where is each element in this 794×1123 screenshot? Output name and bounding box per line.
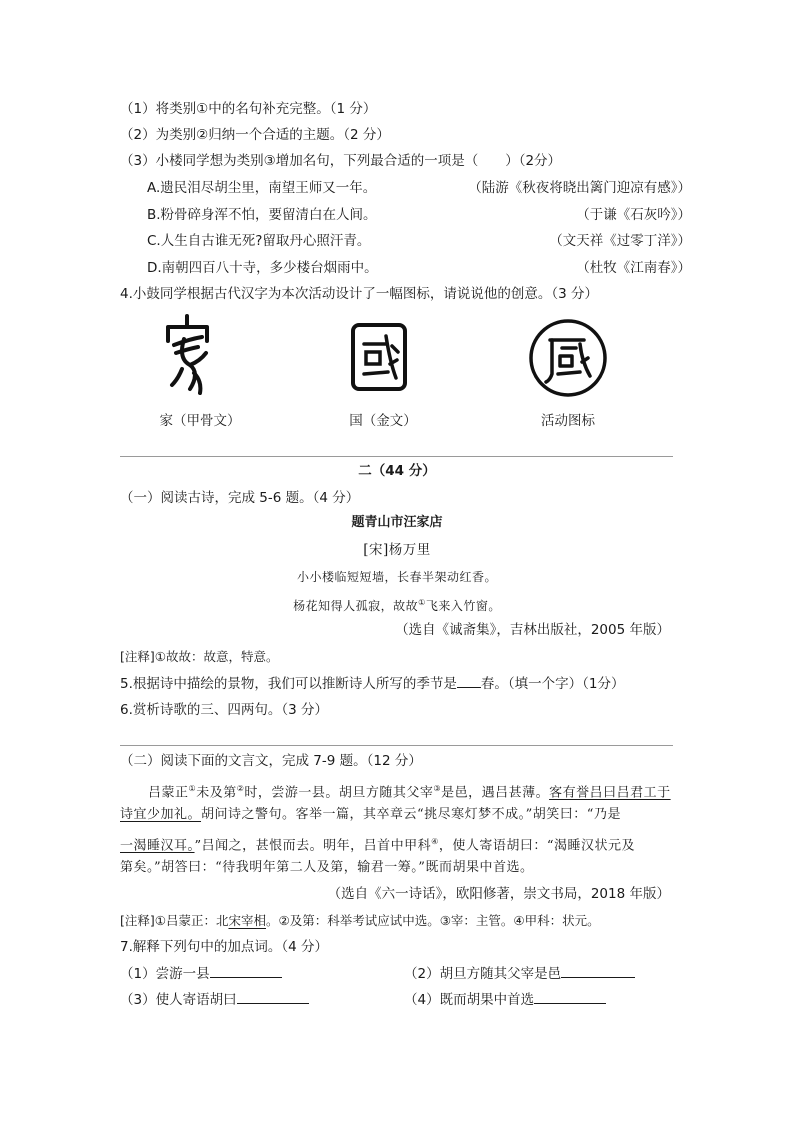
classical-source: （选自《六一诗话》，欧阳修著，崇文书局，2018 年版） [327, 886, 670, 902]
option-d: D.南朝四百八十寺，多少楼台烟雨中。 [147, 260, 378, 276]
q7-item-4: （4）既而胡果中首选 [404, 991, 606, 1009]
option-c: C.人生自古谁无死?留取丹心照汗青。 [147, 233, 371, 249]
poem-title: 题青山市汪家店 [351, 515, 443, 530]
part1-heading: （一）阅读古诗，完成 5-6 题。（4 分） [120, 490, 360, 506]
activity-emblem-icon [528, 318, 608, 398]
classical-text-line-1: 吕蒙正①未及第②时，尝游一县。胡旦方随其父宰③是邑，遇吕甚薄。客有誉吕曰吕君工于 [148, 784, 671, 801]
q7-item-2: （2）胡旦方随其父宰是邑 [404, 965, 635, 983]
poem-author: [宋]杨万里 [363, 542, 431, 558]
caption-guo: 国（金文） [349, 413, 417, 429]
part-divider [120, 745, 673, 746]
q7-4-answer-blank[interactable] [534, 1003, 606, 1004]
classical-text-line-4: 第矣。”胡答曰：“待我明年第二人及第，输君一筹。”既而胡果中首选。 [120, 860, 534, 875]
classical-text-line-2: 诗宜少加礼。胡问诗之警句。客举一篇，其卒章云“挑尽寒灯梦不成。”胡笑曰：“乃是 [120, 807, 621, 822]
q7-2-answer-blank[interactable] [561, 977, 635, 978]
option-a-source: （陆游《秋夜将晓出篱门迎凉有感》） [468, 180, 691, 196]
question-6: 6.赏析诗歌的三、四两句。（3 分） [120, 702, 329, 718]
section-divider [120, 456, 673, 457]
option-a: A.遗民泪尽胡尘里，南望王师又一年。 [147, 180, 377, 196]
caption-emblem: 活动图标 [541, 413, 595, 429]
jia-oracle-bone-glyph-icon [160, 313, 216, 397]
option-d-source: （杜牧《江南春》） [576, 260, 691, 276]
q7-1-answer-blank[interactable] [210, 977, 282, 978]
section-title: 二（44 分） [358, 463, 436, 479]
option-b: B.粉骨碎身浑不怕，要留清白在人间。 [147, 207, 377, 223]
question-7: 7.解释下列句中的加点词。（4 分） [120, 939, 329, 955]
poem-note: [注释]①故故：故意，特意。 [120, 649, 279, 664]
question-3-3: （3）小楼同学想为类别③增加名句，下列最合适的一项是（ ）（2分） [120, 153, 562, 169]
option-c-source: （文天祥《过零丁洋》） [549, 233, 691, 249]
caption-jia: 家（甲骨文） [159, 413, 241, 429]
question-4: 4.小鼓同学根据古代汉字为本次活动设计了一幅图标，请说说他的创意。（3 分） [120, 286, 599, 302]
footnote-mark: ① [418, 598, 426, 607]
option-b-source: （于谦《石灰吟》） [576, 207, 691, 223]
part2-heading: （二）阅读下面的文言文，完成 7-9 题。（12 分） [120, 753, 422, 769]
q7-item-1: （1）尝游一县 [120, 965, 282, 983]
question-3-2: （2）为类别②归纳一个合适的主题。（2 分） [120, 127, 390, 143]
poem-source: （选自《诚斋集》，吉林出版社，2005 年版） [395, 622, 670, 638]
q7-3-answer-blank[interactable] [237, 1003, 309, 1004]
q7-item-3: （3）使人寄语胡曰 [120, 991, 309, 1009]
classical-note: [注释]①吕蒙正：北宋宰相。②及第：科举考试应试中选。③宰：主管。④甲科：状元。 [120, 913, 600, 928]
poem-line-1: 小小楼临短短墙，长春半架动红香。 [296, 570, 497, 584]
question-5: 5.根据诗中描绘的景物，我们可以推断诗人所写的季节是 春。（填一个字）（1分） [120, 676, 625, 692]
guo-bronze-glyph-icon [350, 322, 408, 392]
question-3-1: （1）将类别①中的名句补充完整。（1 分） [120, 101, 377, 117]
q5-answer-blank[interactable] [457, 687, 481, 688]
classical-text-line-3: 一渴睡汉耳。”吕闻之，甚恨而去。明年，吕首中甲科④，使人寄语胡曰：“渴睡汉状元及 [120, 837, 635, 854]
poem-line-2: 杨花知得人孤寂，故故①飞来入竹窗。 [293, 598, 501, 613]
